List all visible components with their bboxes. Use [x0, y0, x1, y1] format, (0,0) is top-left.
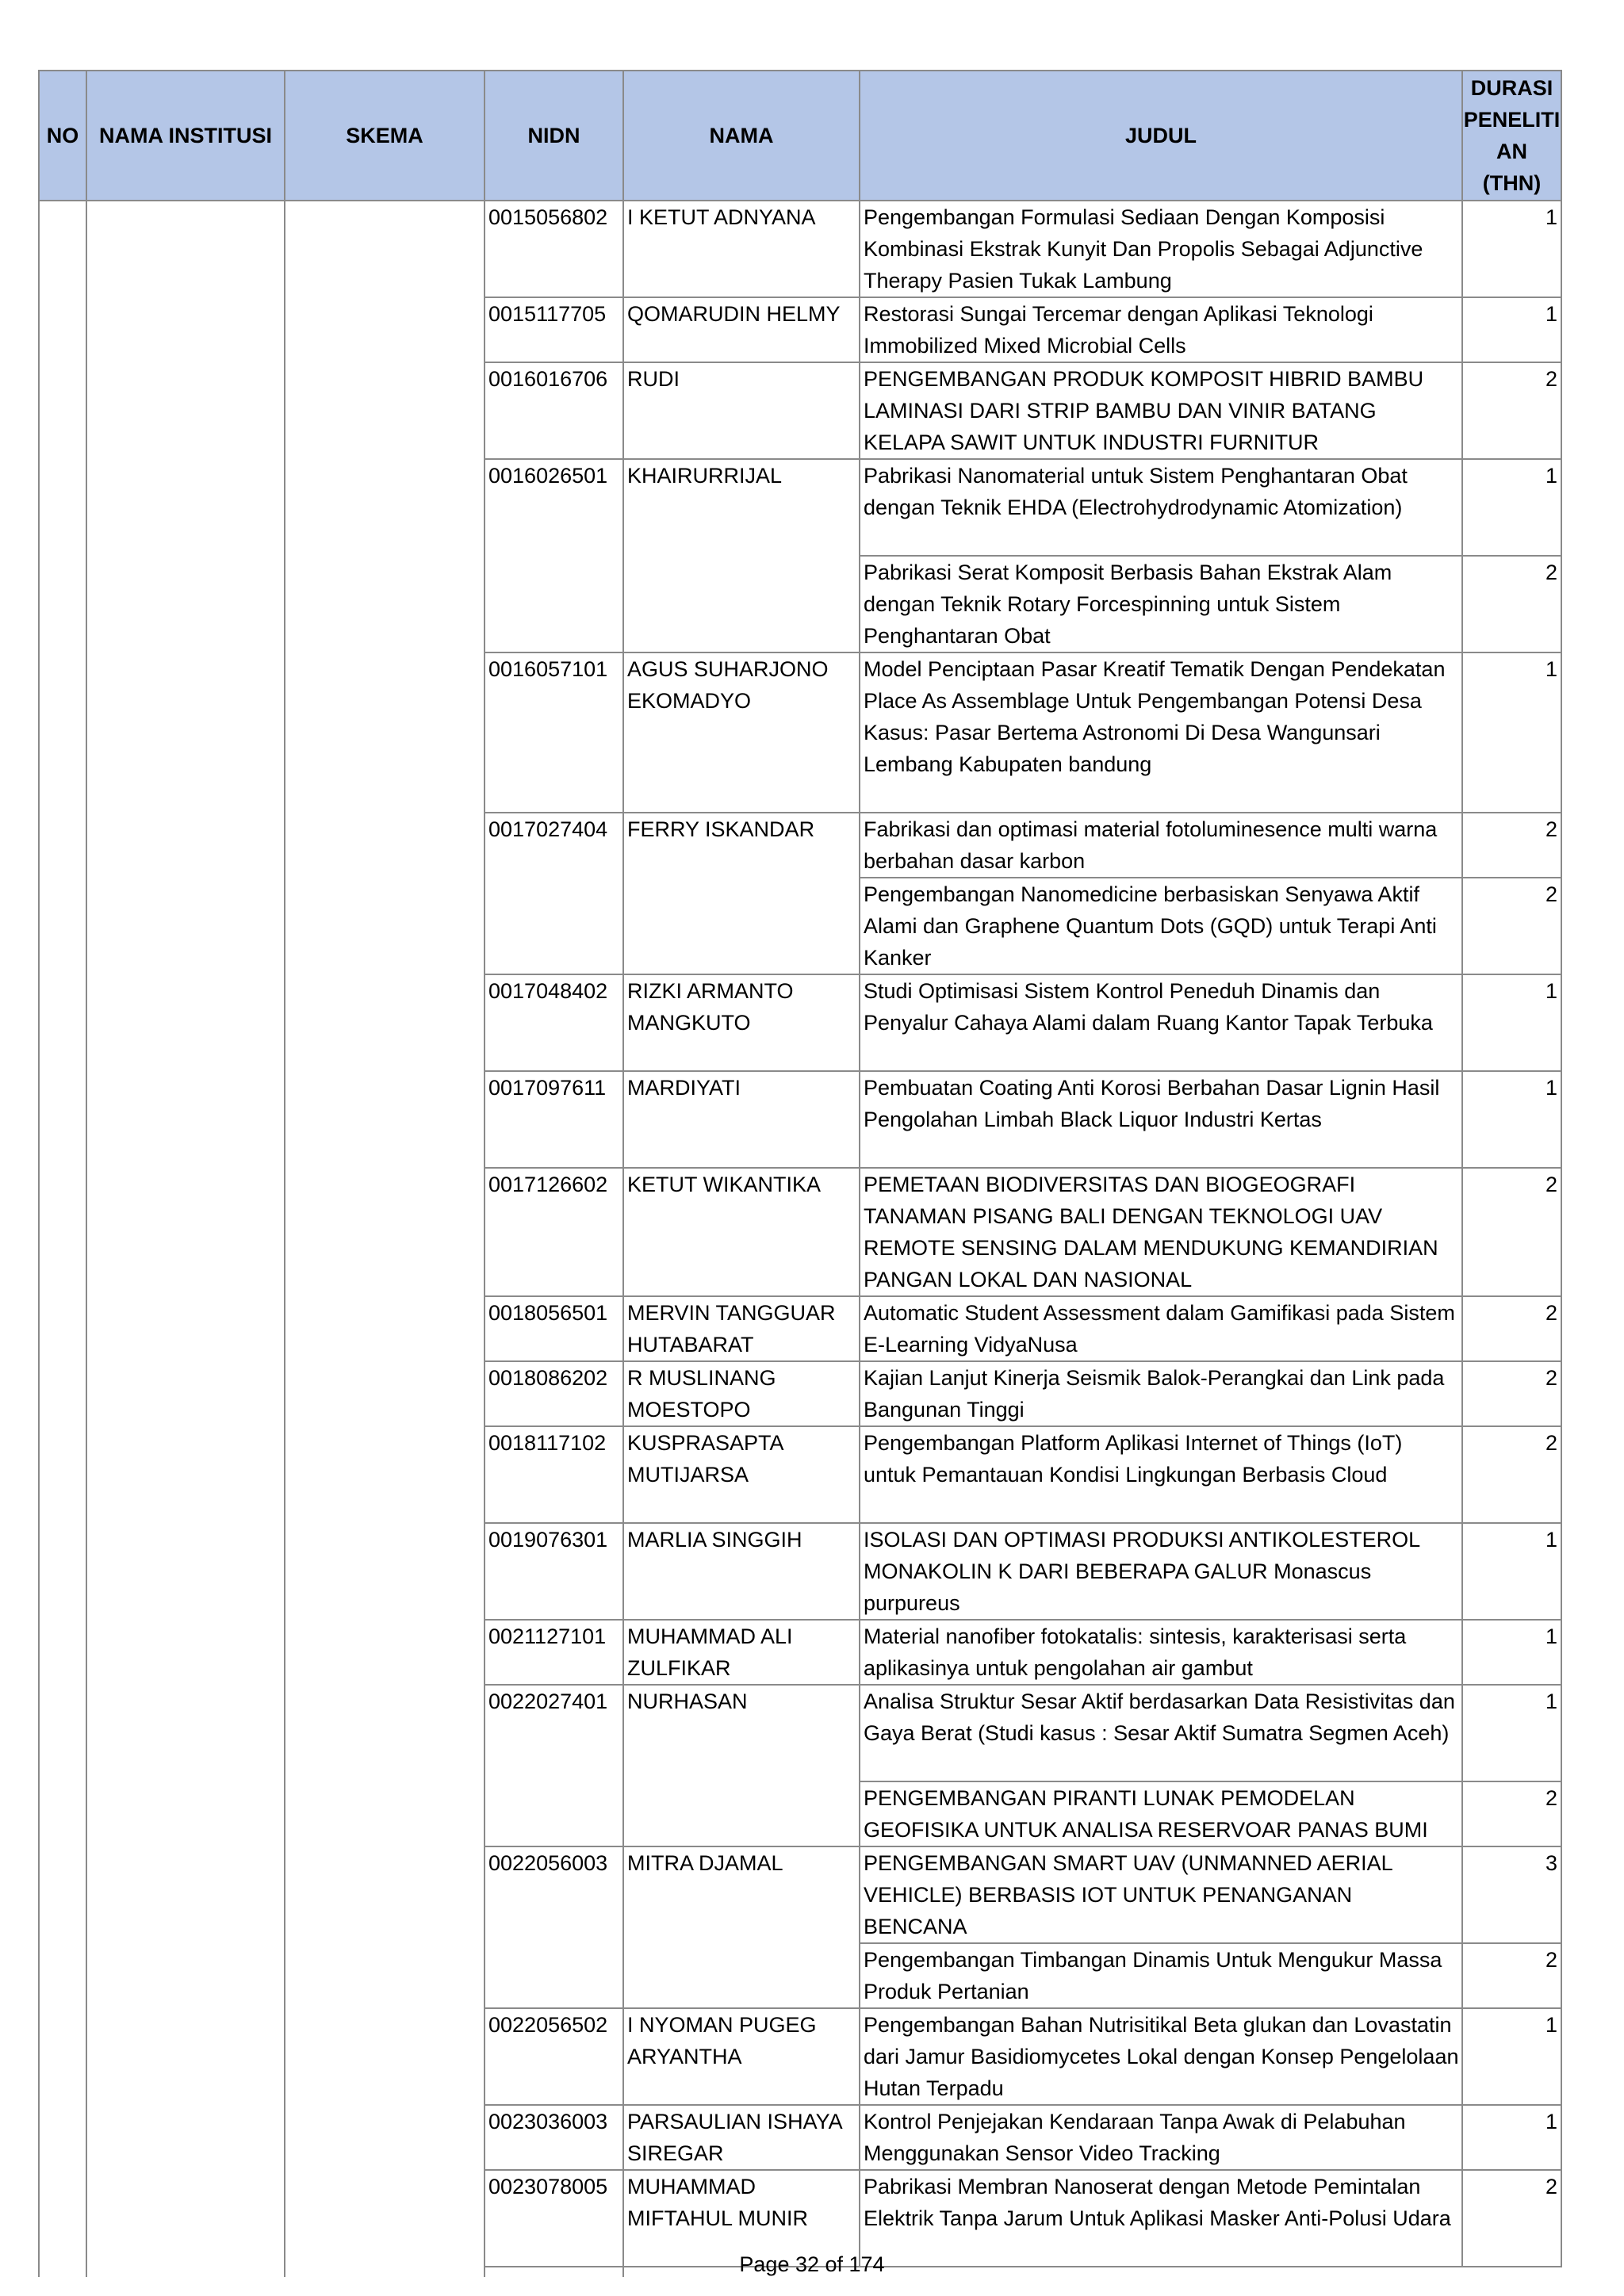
table-row — [39, 1168, 1561, 1296]
judul-cell: Analisa Struktur Sesar Aktif berdasarkan Data Resistivitas dan Gaya Berat (Studi kasus : Sesar Aktif Sumatra Segmen Aceh) — [860, 1685, 1462, 1781]
research-table — [38, 70, 1562, 2277]
judul-cell: Studi Optimisasi Sistem Kontrol Peneduh Dinamis dan Penyalur Cahaya Alami dalam Ruang Kantor Tapak Terbuka — [860, 974, 1462, 1071]
skema-cell — [285, 1296, 485, 1361]
judul-cell: Pengembangan Platform Aplikasi Internet of Things (IoT) untuk Pemantauan Kondisi Lingkungan Berbasis Cloud — [860, 1426, 1462, 1523]
table-body — [39, 201, 1561, 2277]
nidn-cell: 0022027401 — [485, 1685, 623, 1781]
header-durasi — [1462, 71, 1561, 201]
durasi-cell: 1 — [1462, 974, 1561, 1071]
table-row — [39, 652, 1561, 813]
table-row — [39, 556, 1561, 652]
institusi-cell — [86, 2105, 285, 2170]
durasi-cell: 1 — [1462, 459, 1561, 556]
table-row — [39, 878, 1561, 974]
durasi-cell: 1 — [1462, 652, 1561, 813]
no-cell — [39, 1781, 86, 1846]
institusi-cell — [86, 1296, 285, 1361]
nama-cell: RIZKI ARMANTO MANGKUTO — [623, 974, 860, 1071]
table-row — [39, 1426, 1561, 1523]
table-row — [39, 1523, 1561, 1620]
table-row — [39, 2105, 1561, 2170]
skema-cell — [285, 1943, 485, 2008]
nidn-cell: 0018117102 — [485, 1426, 623, 1523]
nama-cell — [623, 556, 860, 652]
nama-cell: KHAIRURRIJAL — [623, 459, 860, 556]
institusi-cell — [86, 1426, 285, 1523]
institusi-cell — [86, 2008, 285, 2105]
nama-cell: MERVIN TANGGUAR HUTABARAT — [623, 1296, 860, 1361]
table-header-row — [39, 71, 1561, 201]
judul-cell: Pengembangan Nanomedicine berbasiskan Senyawa Aktif Alami dan Graphene Quantum Dots (GQD) untuk Terapi Anti Kanker — [860, 878, 1462, 974]
skema-cell — [285, 297, 485, 362]
nidn-cell: 0016057101 — [485, 652, 623, 813]
durasi-cell: 2 — [1462, 1168, 1561, 1296]
table-row — [39, 813, 1561, 878]
nidn-cell — [485, 878, 623, 974]
judul-cell: PEMETAAN BIODIVERSITAS DAN BIOGEOGRAFI TANAMAN PISANG BALI DENGAN TEKNOLOGI UAV REMOTE SENSING DALAM MENDUKUNG KEMANDIRIAN PANGAN LOKAL DAN NASIONAL — [860, 1168, 1462, 1296]
nidn-cell: 0017097611 — [485, 1071, 623, 1168]
durasi-cell: 2 — [1462, 1296, 1561, 1361]
skema-cell — [285, 1685, 485, 1781]
nama-cell: PARSAULIAN ISHAYA SIREGAR — [623, 2105, 860, 2170]
skema-cell — [285, 1523, 485, 1620]
judul-cell: Pengembangan Timbangan Dinamis Untuk Mengukur Massa Produk Pertanian — [860, 1943, 1462, 2008]
durasi-cell: 2 — [1462, 878, 1561, 974]
judul-cell: Kontrol Penjejakan Kendaraan Tanpa Awak di Pelabuhan Menggunakan Sensor Video Tracking — [860, 2105, 1462, 2170]
no-cell — [39, 556, 86, 652]
institusi-cell — [86, 1168, 285, 1296]
institusi-cell — [86, 1846, 285, 1943]
judul-cell: ISOLASI DAN OPTIMASI PRODUKSI ANTIKOLESTEROL MONAKOLIN K DARI BEBERAPA GALUR Monascus purpureus — [860, 1523, 1462, 1620]
nidn-cell — [485, 1781, 623, 1846]
institusi-cell — [86, 556, 285, 652]
judul-cell: Material nanofiber fotokatalis: sintesis, karakterisasi serta aplikasinya untuk pengolahan air gambut — [860, 1620, 1462, 1685]
nama-cell: MITRA DJAMAL — [623, 1846, 860, 1943]
institusi-cell — [86, 1685, 285, 1781]
no-cell — [39, 652, 86, 813]
durasi-cell: 3 — [1462, 1846, 1561, 1943]
table-row — [39, 297, 1561, 362]
institusi-cell — [86, 1620, 285, 1685]
nama-cell — [623, 1781, 860, 1846]
nidn-cell: 0019076301 — [485, 1523, 623, 1620]
nama-cell: NURHASAN — [623, 1685, 860, 1781]
durasi-cell: 2 — [1462, 1943, 1561, 2008]
judul-cell: Pengembangan Formulasi Sediaan Dengan Komposisi Kombinasi Ekstrak Kunyit Dan Propolis Sebagai Adjunctive Therapy Pasien Tukak Lambung — [860, 201, 1462, 297]
nama-cell: MARDIYATI — [623, 1071, 860, 1168]
skema-cell — [285, 1846, 485, 1943]
nidn-cell: 0016026501 — [485, 459, 623, 556]
no-cell — [39, 201, 86, 297]
institusi-cell — [86, 813, 285, 878]
no-cell — [39, 813, 86, 878]
header-durasi-line: DURASI — [1470, 76, 1553, 100]
skema-cell — [285, 201, 485, 297]
table-row — [39, 2008, 1561, 2105]
durasi-cell: 2 — [1462, 1361, 1561, 1426]
skema-cell — [285, 556, 485, 652]
no-cell — [39, 1523, 86, 1620]
nidn-cell — [485, 556, 623, 652]
judul-cell: Pengembangan Bahan Nutrisitikal Beta glukan dan Lovastatin dari Jamur Basidiomycetes Lokal dengan Konsep Pengelolaan Hutan Terpadu — [860, 2008, 1462, 2105]
durasi-cell: 1 — [1462, 1071, 1561, 1168]
table-row — [39, 1296, 1561, 1361]
nidn-cell: 0018056501 — [485, 1296, 623, 1361]
nama-cell: MUHAMMAD MIFTAHUL MUNIR — [623, 2170, 860, 2267]
table-row — [39, 1781, 1561, 1846]
no-cell — [39, 1620, 86, 1685]
judul-cell: Pabrikasi Membran Nanoserat dengan Metode Pemintalan Elektrik Tanpa Jarum Untuk Aplikasi Masker Anti-Polusi Udara — [860, 2170, 1462, 2267]
institusi-cell — [86, 1071, 285, 1168]
institusi-cell — [86, 297, 285, 362]
no-cell — [39, 1685, 86, 1781]
durasi-cell: 2 — [1462, 2170, 1561, 2267]
no-cell — [39, 362, 86, 459]
table-row — [39, 201, 1561, 297]
institusi-cell — [86, 1361, 285, 1426]
durasi-cell: 1 — [1462, 297, 1561, 362]
durasi-cell: 1 — [1462, 1523, 1561, 1620]
nama-cell: RUDI — [623, 362, 860, 459]
nidn-cell: 0016016706 — [485, 362, 623, 459]
table-row — [39, 1071, 1561, 1168]
no-cell — [39, 2105, 86, 2170]
nama-cell: R MUSLINANG MOESTOPO — [623, 1361, 860, 1426]
no-cell — [39, 1426, 86, 1523]
durasi-cell: 2 — [1462, 813, 1561, 878]
nidn-cell: 0017126602 — [485, 1168, 623, 1296]
durasi-cell: 2 — [1462, 1426, 1561, 1523]
skema-cell — [285, 813, 485, 878]
durasi-cell: 1 — [1462, 1620, 1561, 1685]
nama-cell: MUHAMMAD ALI ZULFIKAR — [623, 1620, 860, 1685]
header-judul: JUDUL — [860, 71, 1462, 201]
institusi-cell — [86, 652, 285, 813]
table-row — [39, 974, 1561, 1071]
no-cell — [39, 974, 86, 1071]
no-cell — [39, 1846, 86, 1943]
skema-cell — [285, 1426, 485, 1523]
durasi-cell: 2 — [1462, 556, 1561, 652]
institusi-cell — [86, 362, 285, 459]
page-number: Page 32 of 174 — [739, 2252, 885, 2276]
nama-cell: MARLIA SINGGIH — [623, 1523, 860, 1620]
nidn-cell — [485, 1943, 623, 2008]
skema-cell — [285, 2008, 485, 2105]
institusi-cell — [86, 1523, 285, 1620]
nidn-cell: 0018086202 — [485, 1361, 623, 1426]
nidn-cell: 0022056502 — [485, 2008, 623, 2105]
nama-cell: I NYOMAN PUGEG ARYANTHA — [623, 2008, 860, 2105]
nidn-cell: 0023036003 — [485, 2105, 623, 2170]
durasi-cell: 1 — [1462, 201, 1561, 297]
durasi-cell: 1 — [1462, 1685, 1561, 1781]
institusi-cell — [86, 974, 285, 1071]
no-cell — [39, 459, 86, 556]
header-nama-institusi: NAMA INSTITUSI — [86, 71, 285, 201]
no-cell — [39, 1168, 86, 1296]
skema-cell — [285, 1071, 485, 1168]
skema-cell — [285, 1620, 485, 1685]
institusi-cell — [86, 878, 285, 974]
durasi-cell: 2 — [1462, 1781, 1561, 1846]
nama-cell: FERRY ISKANDAR — [623, 813, 860, 878]
skema-cell — [285, 974, 485, 1071]
nama-cell: KUSPRASAPTA MUTIJARSA — [623, 1426, 860, 1523]
judul-cell: PENGEMBANGAN PIRANTI LUNAK PEMODELAN GEOFISIKA UNTUK ANALISA RESERVOAR PANAS BUMI — [860, 1781, 1462, 1846]
institusi-cell — [86, 1781, 285, 1846]
table-row — [39, 362, 1561, 459]
skema-cell — [285, 2105, 485, 2170]
table-row — [39, 1361, 1561, 1426]
no-cell — [39, 2008, 86, 2105]
nidn-cell: 0017027404 — [485, 813, 623, 878]
nama-cell — [623, 1943, 860, 2008]
table-row — [39, 1685, 1561, 1781]
skema-cell — [285, 362, 485, 459]
judul-cell: Pabrikasi Nanomaterial untuk Sistem Penghantaran Obat dengan Teknik EHDA (Electrohydrodynamic Atomization) — [860, 459, 1462, 556]
durasi-cell: 1 — [1462, 2008, 1561, 2105]
nama-cell: KETUT WIKANTIKA — [623, 1168, 860, 1296]
institusi-cell — [86, 201, 285, 297]
skema-cell — [285, 1168, 485, 1296]
nidn-cell: 0017048402 — [485, 974, 623, 1071]
nidn-cell: 0023078005 — [485, 2170, 623, 2267]
judul-cell: PENGEMBANGAN PRODUK KOMPOSIT HIBRID BAMBU LAMINASI DARI STRIP BAMBU DAN VINIR BATANG KELAPA SAWIT UNTUK INDUSTRI FURNITUR — [860, 362, 1462, 459]
header-nama: NAMA — [623, 71, 860, 201]
header-no: NO — [39, 71, 86, 201]
judul-cell: Pabrikasi Serat Komposit Berbasis Bahan Ekstrak Alam dengan Teknik Rotary Forcespinning untuk Sistem Penghantaran Obat — [860, 556, 1462, 652]
judul-cell: PENGEMBANGAN SMART UAV (UNMANNED AERIAL VEHICLE) BERBASIS IOT UNTUK PENANGANAN BENCANA — [860, 1846, 1462, 1943]
table-row — [39, 459, 1561, 556]
nidn-cell: 0022056003 — [485, 1846, 623, 1943]
header-durasi-line: PENELITI — [1463, 108, 1561, 132]
no-cell — [39, 1943, 86, 2008]
judul-cell: Model Penciptaan Pasar Kreatif Tematik Dengan Pendekatan Place As Assemblage Untuk Pengembangan Potensi Desa Kasus: Pasar Bertema Astronomi Di Desa Wangunsari Lembang Kabupaten bandung — [860, 652, 1462, 813]
nama-cell: AGUS SUHARJONO EKOMADYO — [623, 652, 860, 813]
durasi-cell: 1 — [1462, 2105, 1561, 2170]
table-row — [39, 1620, 1561, 1685]
institusi-cell — [86, 459, 285, 556]
judul-cell: Restorasi Sungai Tercemar dengan Aplikasi Teknologi Immobilized Mixed Microbial Cells — [860, 297, 1462, 362]
nidn-cell: 0015056802 — [485, 201, 623, 297]
institusi-cell — [86, 1943, 285, 2008]
no-cell — [39, 1296, 86, 1361]
nama-cell: I KETUT ADNYANA — [623, 201, 860, 297]
nama-cell — [623, 878, 860, 974]
durasi-cell: 2 — [1462, 362, 1561, 459]
skema-cell — [285, 459, 485, 556]
table-row — [39, 1943, 1561, 2008]
no-cell — [39, 297, 86, 362]
judul-cell: Pembuatan Coating Anti Korosi Berbahan Dasar Lignin Hasil Pengolahan Limbah Black Liquor Industri Kertas — [860, 1071, 1462, 1168]
skema-cell — [285, 652, 485, 813]
nama-cell: QOMARUDIN HELMY — [623, 297, 860, 362]
judul-cell: Automatic Student Assessment dalam Gamifikasi pada Sistem E-Learning VidyaNusa — [860, 1296, 1462, 1361]
nidn-cell: 0021127101 — [485, 1620, 623, 1685]
header-durasi-line: (THN) — [1482, 171, 1542, 195]
judul-cell: Fabrikasi dan optimasi material fotoluminesence multi warna berbahan dasar karbon — [860, 813, 1462, 878]
judul-cell: Kajian Lanjut Kinerja Seismik Balok-Perangkai dan Link pada Bangunan Tinggi — [860, 1361, 1462, 1426]
no-cell — [39, 878, 86, 974]
header-nidn: NIDN — [485, 71, 623, 201]
header-skema: SKEMA — [285, 71, 485, 201]
no-cell — [39, 1071, 86, 1168]
no-cell — [39, 1361, 86, 1426]
skema-cell — [285, 878, 485, 974]
header-durasi-line: AN — [1496, 140, 1527, 163]
table-row — [39, 1846, 1561, 1943]
nidn-cell: 0015117705 — [485, 297, 623, 362]
skema-cell — [285, 1781, 485, 1846]
skema-cell — [285, 1361, 485, 1426]
